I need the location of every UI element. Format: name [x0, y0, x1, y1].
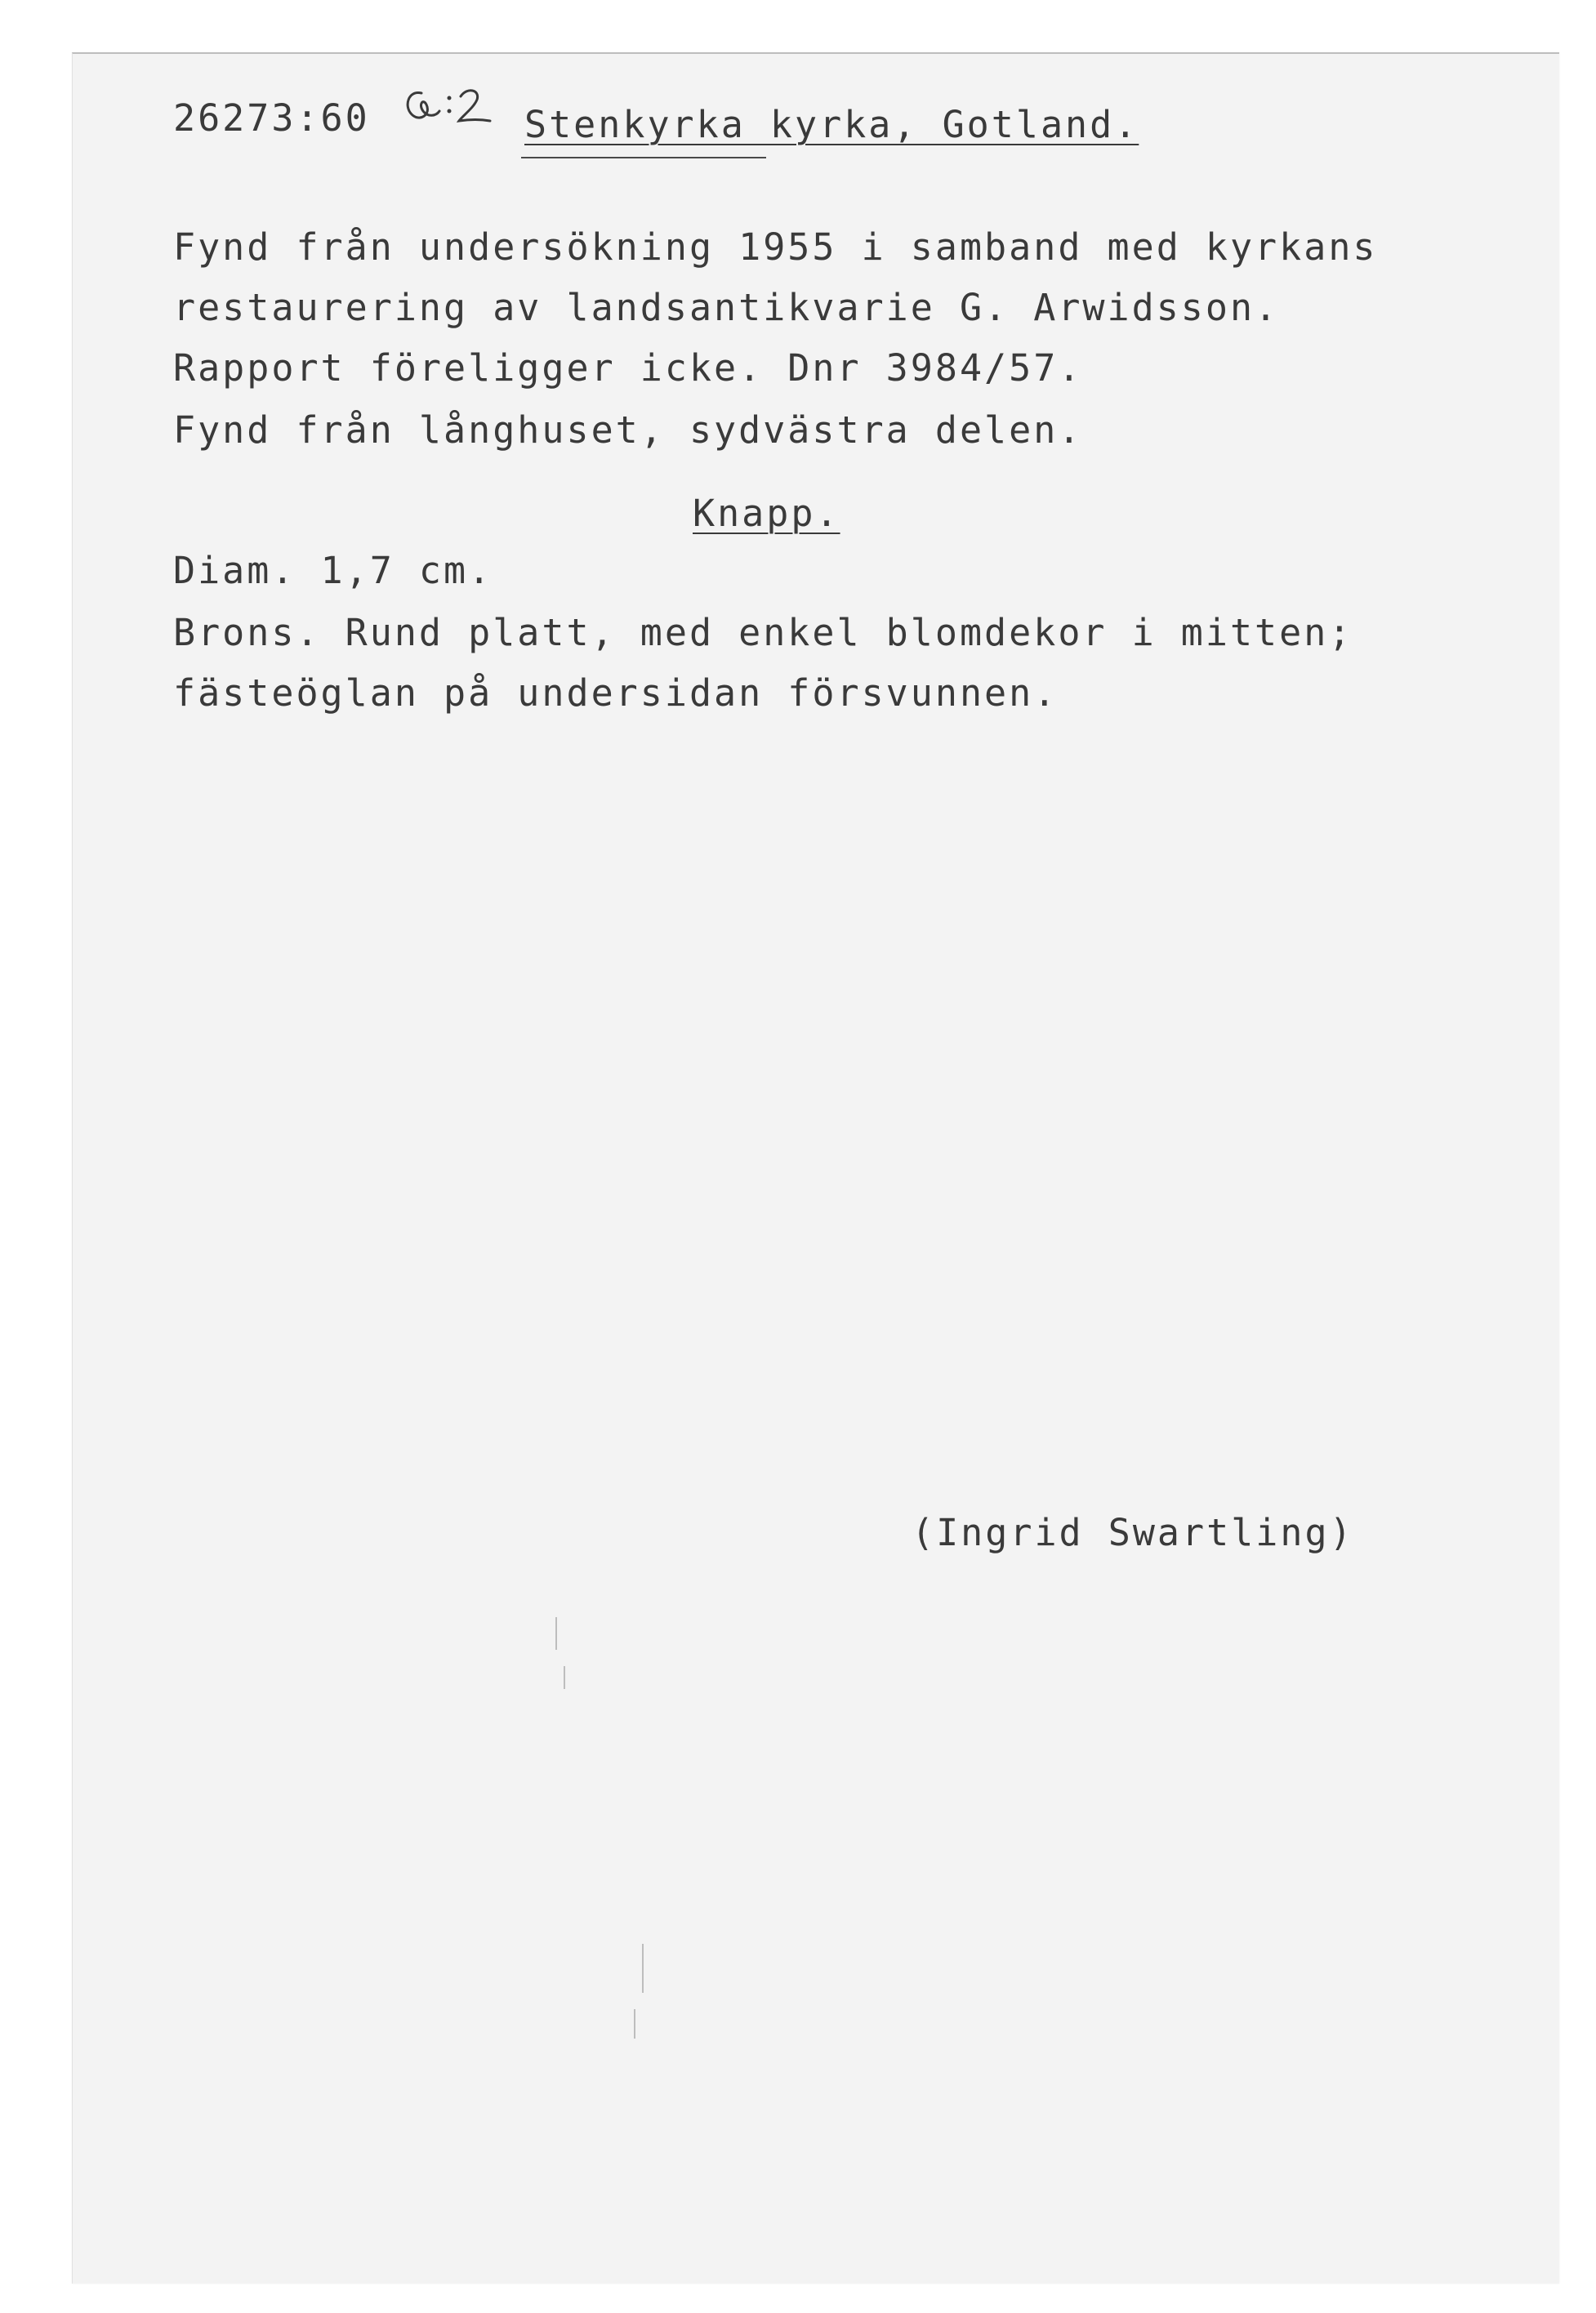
paper-mark — [634, 2009, 635, 2039]
paper-mark — [555, 1617, 557, 1650]
object-heading: Knapp. — [693, 492, 840, 535]
object-line-2: Brons. Rund platt, med enkel blomdekor i mitten; — [173, 611, 1353, 654]
card-title: Stenkyrka kyrka, Gotland. — [524, 103, 1139, 146]
body-line-3: Rapport föreligger icke. Dnr 3984/57. — [173, 346, 1083, 390]
paper-mark — [564, 1666, 565, 1689]
object-line-1: Diam. 1,7 cm. — [173, 549, 493, 592]
body-line-1: Fynd från undersökning 1955 i samband med kyrkans — [173, 225, 1378, 269]
handwritten-annotation — [399, 82, 505, 131]
body-line-4: Fynd från långhuset, sydvästra delen. — [173, 408, 1083, 452]
body-line-2: restaurering av landsantikvarie G. Arwidsson. — [173, 286, 1280, 329]
paper-mark — [642, 1944, 644, 1993]
signature: (Ingrid Swartling) — [912, 1511, 1354, 1554]
object-line-3: fästeöglan på undersidan försvunnen. — [173, 671, 1059, 715]
catalog-number: 26273:60 — [173, 96, 370, 140]
title-rule — [521, 157, 766, 158]
